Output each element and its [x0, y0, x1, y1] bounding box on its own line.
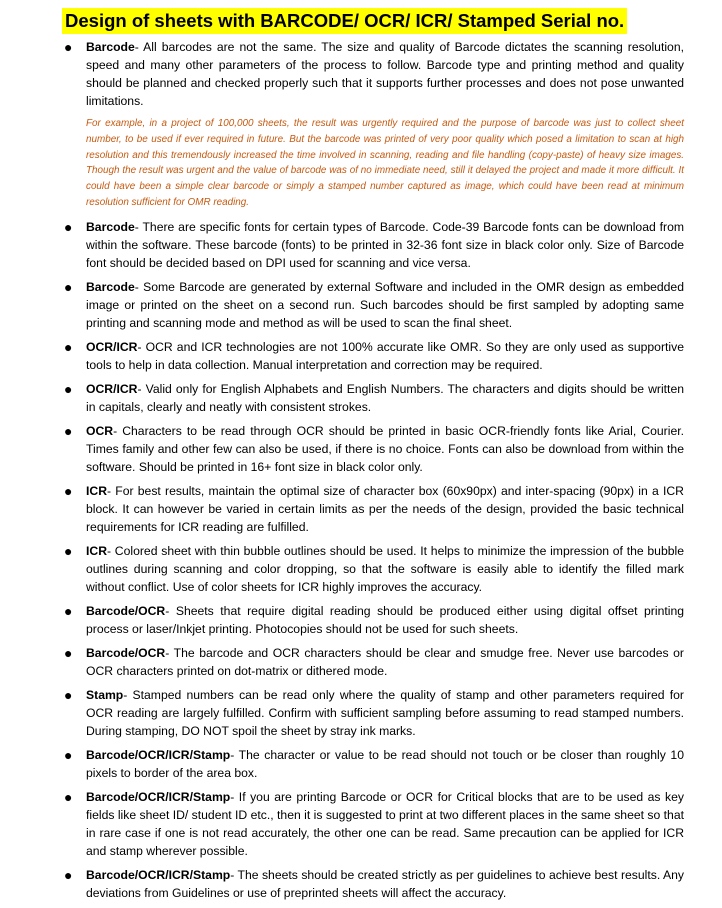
list-item — [62, 788, 684, 860]
list-item — [62, 644, 684, 680]
item-text: - For best results, maintain the optimal size of character box (60x90px) and inter-spacing (90px) in a ICR block. It can however be varied in certain limits as per the needs of the design, provided the basic technical requirements for ICR reading are fulfilled. — [86, 483, 684, 534]
bullet-icon: ● — [64, 380, 73, 397]
item-text: - Stamped numbers can be read only where the quality of stamp and other parameters required for OCR reading are largely fulfilled. Confirm with sufficient sampling before assuming to read stamped numbers. During stamping, DO NOT spoil the sheet by stray ink marks. — [86, 687, 684, 738]
item-text: - Sheets that require digital reading should be produced either using digital offset printing process or laser/Inkjet printing. Photocopies should not be used for such sheets. — [86, 603, 684, 636]
guideline-list — [62, 38, 684, 908]
bullet-icon: ● — [64, 602, 73, 619]
bullet-icon: ● — [64, 686, 73, 703]
page-title: Design of sheets with BARCODE/ OCR/ ICR/ Stamped Serial no. — [62, 8, 627, 34]
list-item — [62, 542, 684, 596]
item-text: - There are specific fonts for certain types of Barcode. Code-39 Barcode fonts can be download from within the software. These barcode (fonts) to be printed in 32-36 font size in black color only. Size of Barcode font should be decided based on DPI used for scanning and vice versa. — [86, 219, 684, 270]
item-keyword: Barcode — [86, 40, 135, 54]
item-keyword: ICR — [86, 543, 107, 558]
item-text: - All barcodes are not the same. The size and quality of Barcode dictates the scanning resolution, speed and many other parameters of the process to follow. Barcode type and printing method and quality should be planned and checked properly such that it supports further processes and does not pose unwanted limitations. — [86, 40, 684, 108]
bullet-icon: ● — [64, 338, 73, 355]
item-keyword: OCR/ICR — [86, 381, 138, 396]
bullet-icon: ● — [64, 39, 73, 55]
list-item — [62, 338, 684, 374]
bullet-icon: ● — [64, 278, 73, 295]
item-keyword: Barcode/OCR — [86, 603, 166, 618]
list-item — [62, 422, 684, 476]
item-text: - The sheets should be created strictly as per guidelines to achieve best results. Any deviations from Guidelines or use of preprinted sheets will affect the accuracy. — [86, 867, 684, 900]
item-text: - Valid only for English Alphabets and English Numbers. The characters and digits should be written in capitals, clearly and neatly with consistent strokes. — [86, 381, 684, 414]
bullet-icon: ● — [64, 788, 73, 805]
example-note: For example, in a project of 100,000 sheets, the result was urgently required and the purpose of barcode was just to collect sheet number, to be used if ever required in future. But the barcode was printed of very poor quality which posed a limitation to scan at high resolution and this tremendously increased the time involved in scanning, reading and file handling (copy-paste) of heavy size images. Though the result was urgent and the value of barcode was of no immediate need, still it delayed the project and made it more difficult. It could have been a simple clear barcode or simply a stamped number captured as image, which could have been read at minimum resolution sufficient for OMR reading. — [86, 118, 684, 208]
list-item — [62, 866, 684, 902]
item-keyword: Barcode/OCR — [86, 645, 166, 660]
bullet-icon: ● — [64, 422, 73, 439]
bullet-icon: ● — [64, 218, 73, 235]
bullet-icon: ● — [64, 482, 73, 499]
list-item — [62, 602, 684, 638]
item-keyword: ICR — [86, 483, 107, 498]
item-text: - Colored sheet with thin bubble outlines should be used. It helps to minimize the impression of the bubble outlines during scanning and color dropping, so that the software is easily able to identify the filled mark without conflict. Use of color sheets for ICR highly improves the accuracy. — [86, 543, 684, 594]
item-text: - Some Barcode are generated by external Software and included in the OMR design as embedded image or printed on the sheet on a second run. Such barcodes should be first sampled by adopting same printing and scanning mode and method as will be used to scan the final sheet. — [86, 279, 684, 330]
item-keyword: OCR/ICR — [86, 339, 138, 354]
item-text: - Characters to be read through OCR should be printed in basic OCR-friendly fonts like Arial, Courier. Times family and other few can also be used, if there is no choice. Fonts can also be download from within the software. Should be printed in 16+ font size in black color only. — [86, 423, 684, 474]
item-text: - The character or value to be read should not touch or be closer than roughly 10 pixels to border of the area box. — [86, 747, 684, 780]
bullet-icon: ● — [64, 746, 73, 763]
list-item — [62, 746, 684, 782]
bullet-icon: ● — [64, 644, 73, 661]
item-text: - The barcode and OCR characters should be clear and smudge free. Never use barcodes or OCR characters printed on dot-matrix or dithered mode. — [86, 645, 684, 678]
item-keyword: Barcode/OCR/ICR/Stamp — [86, 867, 231, 882]
list-item — [62, 686, 684, 740]
item-keyword: OCR — [86, 423, 114, 438]
list-item — [62, 278, 684, 332]
item-keyword: Barcode — [86, 219, 135, 234]
list-item — [62, 482, 684, 536]
list-item — [62, 218, 684, 272]
list-item — [62, 38, 684, 110]
item-text: - If you are printing Barcode or OCR for Critical blocks that are to be used as key fields like sheet ID/ student ID etc., then it is suggested to print at two different places in the same sheet so that in rare case if one is not read accurately, the other one can be read. Same precaution can be applied for ICR and stamp wherever possible. — [86, 789, 684, 858]
bullet-icon: ● — [64, 866, 73, 883]
bullet-icon: ● — [64, 542, 73, 559]
list-item — [62, 380, 684, 416]
item-keyword: Barcode/OCR/ICR/Stamp — [86, 789, 231, 804]
item-keyword: Stamp — [86, 687, 124, 702]
item-text: - OCR and ICR technologies are not 100% accurate like OMR. So they are only used as supportive tools to help in data collection. Manual interpretation and correction may be required. — [86, 339, 684, 372]
item-keyword: Barcode/OCR/ICR/Stamp — [86, 747, 231, 762]
item-keyword: Barcode — [86, 279, 135, 294]
